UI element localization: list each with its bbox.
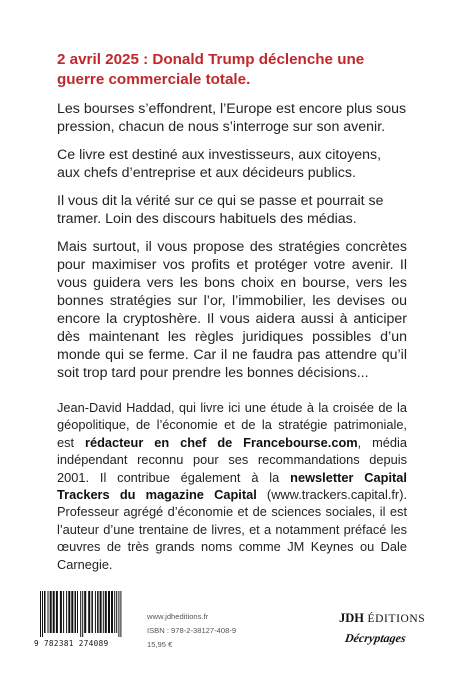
publisher-logo — [339, 611, 429, 645]
barcode-bar — [66, 591, 67, 633]
barcode-digits: 9 782381 274089 — [34, 639, 109, 648]
logo-brand-rest: ÉDITIONS — [367, 613, 426, 625]
barcode-bar — [100, 591, 102, 633]
barcode-bar — [60, 591, 62, 633]
publisher-info — [147, 610, 277, 652]
barcode-bar — [40, 591, 41, 637]
barcode-bar — [53, 591, 55, 633]
collection-name: Décryptages — [344, 631, 407, 645]
barcode-bar — [80, 591, 81, 637]
barcode-bar — [111, 591, 113, 633]
barcode-bar — [68, 591, 70, 633]
bio-highlight-2: newsletter Capital Trackers du magazine Capital — [57, 469, 407, 503]
barcode-bar — [103, 591, 104, 633]
isbn-barcode — [34, 591, 134, 648]
isbn-text: ISBN : 978-2-38127-408-9 — [147, 626, 237, 635]
barcode-bar — [116, 591, 117, 633]
barcode-bar — [48, 591, 49, 633]
barcode-bar — [120, 591, 121, 637]
barcode-bar — [108, 591, 110, 633]
bio-text-3: (www.trackers.capital.fr). Professeur agrégé d’économie et de sciences sociales, il est l’auteur d’une trentaine de livres, et a notamment préfacé les œuvres de très grands noms comme JM Keynes ou Dale Carnegie. — [57, 487, 408, 572]
barcode-bar — [88, 591, 90, 633]
barcode-bar — [63, 591, 64, 633]
barcode-bar — [118, 591, 119, 637]
bio-text-2: , média indépendant reconnu pour ses recommandations depuis 2001. Il contribue également à la — [57, 434, 407, 485]
headline: 2 avril 2025 : Donald Trump déclenche une guerre commerciale totale. — [57, 51, 365, 88]
summary-block — [57, 50, 407, 392]
barcode-bar — [42, 591, 43, 637]
logo-brand-bold: JDH — [339, 611, 364, 625]
barcode-bar — [82, 591, 83, 637]
barcode-bar — [105, 591, 107, 633]
barcode-bar — [97, 591, 99, 633]
barcode-bar — [71, 591, 73, 633]
author-bio — [57, 399, 407, 573]
barcode-image — [34, 591, 134, 639]
barcode-bar — [114, 591, 115, 633]
barcode-bar — [50, 591, 52, 633]
paragraph-3: Il vous dit la vérité sur ce qui se passe et pourrait se tramer. Loin des discours habituels des médias. — [57, 193, 384, 227]
paragraph-1: Les bourses s’effondrent, l’Europe est encore plus sous pression, chacun de nous s’interroge sur son avenir. — [57, 101, 407, 135]
barcode-bar — [91, 591, 93, 633]
barcode-bar — [77, 591, 78, 633]
bio-highlight-1: rédacteur en chef de Francebourse.com — [85, 434, 358, 450]
barcode-bar — [56, 591, 58, 633]
barcode-bar — [84, 591, 86, 633]
paragraph-2: Ce livre est destiné aux investisseurs, aux citoyens, aux chefs d’entreprise et aux décideurs publics. — [57, 147, 382, 181]
bio-text-1: Jean-David Haddad, qui livre ici une étude à la croisée de la géopolitique, de l’économie et de la stratégie patrimoniale, est — [57, 400, 407, 450]
publisher-website: www.jdheditions.fr — [147, 612, 209, 621]
publisher-logo-name — [339, 611, 429, 626]
barcode-bar — [75, 591, 77, 633]
barcode-bar — [95, 591, 96, 633]
barcode-bar — [44, 591, 46, 633]
paragraph-4: Mais surtout, il vous propose des stratégies concrètes pour maximiser vos profits et protéger votre avenir. Il vous guidera vers les bons choix en bourse, vers les bonnes stratégies sur l’or, l’immobilier, les devises ou encore la cryptoshère. Il vous aidera aussi à anticiper dès maintenant les règles juridiques possibles d’un monde qui se ferme. Car il ne faudra pas attendre qu’il soit trop tard pour prendre les bonnes décisions... — [57, 239, 407, 381]
price-text: 15,95 € — [147, 640, 173, 649]
